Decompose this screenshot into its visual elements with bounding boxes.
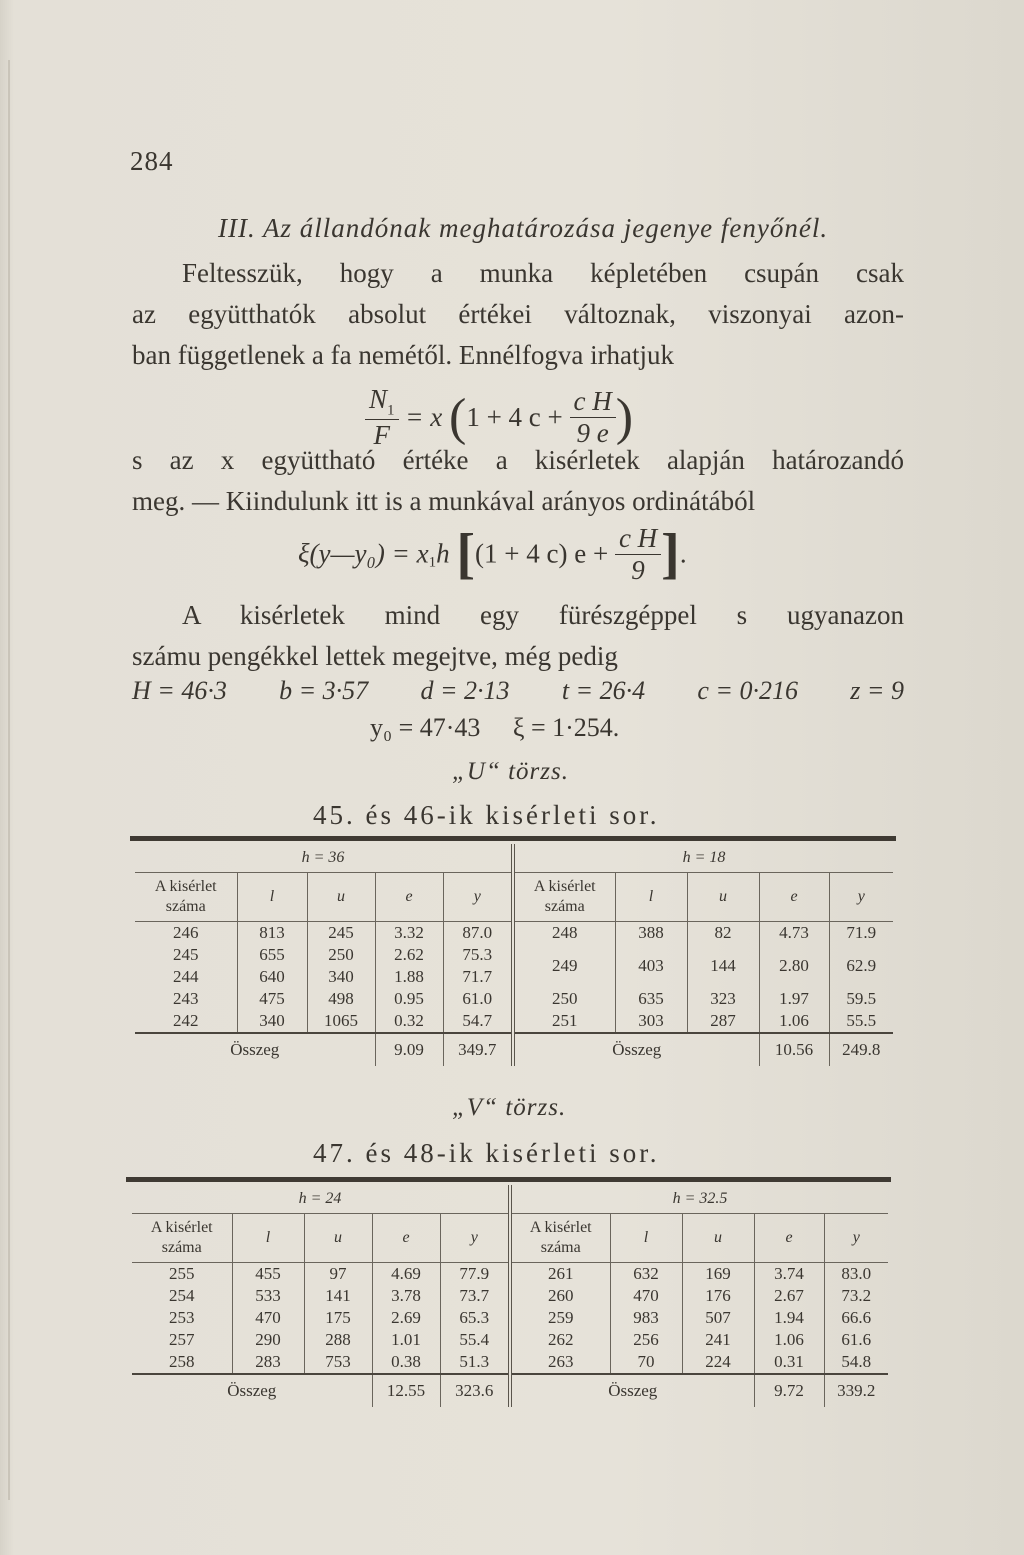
sum-y: 349.7 xyxy=(443,1033,513,1066)
table-cell: 250 xyxy=(513,988,615,1010)
table-cell: 61.6 xyxy=(841,1330,872,1349)
table-cell: 244 xyxy=(135,966,237,988)
table-cell: 144 xyxy=(687,944,759,988)
column-header: l xyxy=(610,1214,682,1263)
table-cell: 4.73 xyxy=(759,922,829,945)
table-cell: 640 xyxy=(237,966,307,988)
table-cell: 87.0 xyxy=(443,922,513,945)
table-cell: 242 xyxy=(135,1010,237,1033)
table-cell: 54.7 xyxy=(443,1010,513,1033)
column-header: u xyxy=(307,873,375,922)
group-header-left: h = 24 xyxy=(132,1185,510,1214)
formula-2: ξ(y—y₀) = $x_1h$ [(1 + 4 c) e + $\frac{\text{c H}}{9}$ ]. xyxy=(298,522,687,585)
column-header: e xyxy=(372,1214,440,1263)
table-cell: 256 xyxy=(610,1329,682,1351)
table-cell: 254 xyxy=(132,1285,232,1307)
table-cell: 0.38 xyxy=(372,1351,440,1374)
table-cell: 77.9 xyxy=(440,1263,510,1286)
param-c: c = 0·216 xyxy=(697,676,798,705)
table-cell: 3.78 xyxy=(372,1285,440,1307)
table-cell: 97 xyxy=(304,1263,372,1286)
table-cell: 54.8 xyxy=(841,1352,872,1371)
table-cell: 0.32 xyxy=(375,1010,443,1033)
table-cell: 288 xyxy=(304,1329,372,1351)
column-header: l xyxy=(237,873,307,922)
paragraph-line: számu pengékkel lettek megejtve, még pedig xyxy=(132,641,618,671)
column-header: y xyxy=(824,1214,888,1263)
table-cell: 175 xyxy=(304,1307,372,1329)
column-header: y xyxy=(440,1214,510,1263)
table-cell: 1.97 xyxy=(759,988,829,1010)
column-header: u xyxy=(304,1214,372,1263)
paragraph-line: meg. — Kiindulunk itt is a munkával arányos ordinátából xyxy=(132,486,756,516)
paragraph-line: s az x együttható értéke a kisérletek alapján határozandó xyxy=(132,445,904,475)
table-cell: 253 xyxy=(132,1307,232,1329)
table-cell: 1.88 xyxy=(375,966,443,988)
formula-2-inner: (1 + 4 c) e + xyxy=(475,538,609,569)
parameter-line-2 xyxy=(370,713,645,743)
table-cell: 753 xyxy=(304,1351,372,1374)
table-cell: 71.9 xyxy=(846,923,877,942)
series-title: 47. és 48-ik kisérleti sor. xyxy=(313,1138,660,1168)
sum-e: 9.72 xyxy=(754,1374,824,1407)
table-top-rule xyxy=(130,836,896,841)
table-row xyxy=(135,988,893,1010)
table-cell: 1.06 xyxy=(754,1329,824,1351)
table-cell: 403 xyxy=(615,944,687,988)
table-cell: 55.5 xyxy=(846,1011,877,1030)
formula-lhs-fraction: $\frac{N_1}{F}$ xyxy=(365,384,399,451)
table-row xyxy=(135,922,893,945)
column-header: A kisérlet száma xyxy=(510,1214,610,1263)
section-title: III. Az állandónak meghatározása jegenye fenyőnél. xyxy=(218,213,829,243)
column-header: A kisérlet száma xyxy=(132,1214,232,1263)
param-y0: y₀ = 47·43 xyxy=(370,713,481,742)
table-cell: 245 xyxy=(135,944,237,966)
table-cell: 73.7 xyxy=(440,1285,510,1307)
sum-y: 249.8 xyxy=(829,1033,893,1066)
param-b: b = 3·57 xyxy=(279,676,369,705)
sum-e: 10.56 xyxy=(759,1033,829,1066)
sum-label: Összeg xyxy=(135,1033,375,1066)
table-cell: 0.31 xyxy=(754,1351,824,1374)
table-cell: 243 xyxy=(135,988,237,1010)
sum-label: Összeg xyxy=(513,1033,759,1066)
table-cell: 1.06 xyxy=(759,1010,829,1033)
table-cell: 176 xyxy=(682,1285,754,1307)
param-t: t = 26·4 xyxy=(561,676,646,705)
table-cell: 632 xyxy=(610,1263,682,1286)
param-xi: ξ = 1·254. xyxy=(512,713,620,742)
group-header-right: h = 32.5 xyxy=(510,1185,888,1214)
table-cell: 2.67 xyxy=(754,1285,824,1307)
paragraph-3 xyxy=(132,595,904,677)
sum-e: 9.09 xyxy=(375,1033,443,1066)
table-cell: 303 xyxy=(615,1010,687,1033)
table-cell: 475 xyxy=(237,988,307,1010)
table-row xyxy=(132,1263,888,1286)
paragraph-line: Feltesszük, hogy a munka képletében csupán csak xyxy=(182,258,904,288)
column-header: A kisérlet száma xyxy=(513,873,615,922)
table-cell: 255 xyxy=(132,1263,232,1286)
table-cell: 533 xyxy=(232,1285,304,1307)
table-cell: 1.01 xyxy=(372,1329,440,1351)
column-header: l xyxy=(232,1214,304,1263)
sum-y: 323.6 xyxy=(440,1374,510,1407)
table-row xyxy=(135,1010,893,1033)
page-number: 284 xyxy=(130,146,174,176)
group-header-right: h = 18 xyxy=(513,844,893,873)
parameter-line xyxy=(132,676,904,706)
strain-label: „V“ törzs. xyxy=(452,1094,567,1121)
sum-label: Összeg xyxy=(510,1374,754,1407)
formula-2-fraction: $\frac{\text{c H}}{9}$ xyxy=(615,523,661,586)
table-cell: 813 xyxy=(237,922,307,945)
column-header: l xyxy=(615,873,687,922)
column-header: u xyxy=(682,1214,754,1263)
table-cell: 83.0 xyxy=(841,1264,872,1283)
table-cell: 3.32 xyxy=(375,922,443,945)
paragraph-1 xyxy=(132,253,904,376)
column-header: e xyxy=(754,1214,824,1263)
table-cell: 71.7 xyxy=(443,966,513,988)
column-header: y xyxy=(829,873,893,922)
table-cell: 66.6 xyxy=(841,1308,872,1327)
table-cell: 250 xyxy=(307,944,375,966)
paragraph-line: az együtthatók absolut értékei változnak, viszonyai azon- xyxy=(132,299,904,329)
table-cell: 388 xyxy=(615,922,687,945)
table-cell: 635 xyxy=(615,988,687,1010)
column-header: y xyxy=(443,873,513,922)
table-cell: 261 xyxy=(510,1263,610,1286)
sum-row xyxy=(132,1374,888,1407)
data-table-2 xyxy=(132,1185,888,1407)
param-H: H = 46·3 xyxy=(132,676,227,705)
table-cell: 259 xyxy=(510,1307,610,1329)
formula-inner-fraction: $\frac{\text{c H}}{9 e}$ xyxy=(570,386,616,449)
table-cell: 287 xyxy=(687,1010,759,1033)
table-cell: 262 xyxy=(510,1329,610,1351)
table-cell: 340 xyxy=(237,1010,307,1033)
table-cell: 507 xyxy=(682,1307,754,1329)
column-header: u xyxy=(687,873,759,922)
formula-inner: 1 + 4 c + xyxy=(466,402,563,433)
table-row xyxy=(132,1307,888,1329)
table-cell: 655 xyxy=(237,944,307,966)
table-cell: 455 xyxy=(232,1263,304,1286)
table-cell: 257 xyxy=(132,1329,232,1351)
table-cell: 251 xyxy=(513,1010,615,1033)
column-header: e xyxy=(759,873,829,922)
param-d: d = 2·13 xyxy=(420,676,510,705)
table-row xyxy=(132,1351,888,1374)
table-cell: 51.3 xyxy=(440,1351,510,1374)
group-header-left: h = 36 xyxy=(135,844,513,873)
page-edge-shadow xyxy=(8,60,10,1500)
table-cell: 248 xyxy=(513,922,615,945)
param-z: z = 9 xyxy=(850,676,904,705)
table-cell: 1.94 xyxy=(754,1307,824,1329)
table-cell: 2.80 xyxy=(759,944,829,988)
table-cell: 290 xyxy=(232,1329,304,1351)
table-cell: 4.69 xyxy=(372,1263,440,1286)
table-cell: 258 xyxy=(132,1351,232,1374)
table-cell: 224 xyxy=(682,1351,754,1374)
table-cell: 983 xyxy=(610,1307,682,1329)
paragraph-line: ban függetlenek a fa nemétől. Ennélfogva irhatjuk xyxy=(132,340,675,370)
table-cell: 2.62 xyxy=(375,944,443,966)
table-row xyxy=(132,1329,888,1351)
table-cell: 61.0 xyxy=(443,988,513,1010)
table-cell: 59.5 xyxy=(846,989,877,1008)
sum-e: 12.55 xyxy=(372,1374,440,1407)
table-cell: 1065 xyxy=(307,1010,375,1033)
table-cell: 470 xyxy=(610,1285,682,1307)
table-cell: 2.69 xyxy=(372,1307,440,1329)
table-cell: 323 xyxy=(687,988,759,1010)
table-cell: 0.95 xyxy=(375,988,443,1010)
table-cell: 82 xyxy=(687,922,759,945)
table-cell: 3.74 xyxy=(754,1263,824,1286)
series-title: 45. és 46-ik kisérleti sor. xyxy=(313,800,660,830)
table-cell: 283 xyxy=(232,1351,304,1374)
column-header: A kisérlet száma xyxy=(135,873,237,922)
table-cell: 260 xyxy=(510,1285,610,1307)
table-cell: 169 xyxy=(682,1263,754,1286)
table-cell: 65.3 xyxy=(440,1307,510,1329)
paragraph-2 xyxy=(132,440,904,522)
table-cell: 70 xyxy=(610,1351,682,1374)
table-cell: 141 xyxy=(304,1285,372,1307)
table-cell: 62.9 xyxy=(846,956,877,975)
formula-1: $\frac{N_1}{F}$ = x (1 + 4 c + $\frac{\text{c H}}{9 e}$ ) xyxy=(365,384,633,451)
table-cell: 73.2 xyxy=(841,1286,872,1305)
table-cell: 470 xyxy=(232,1307,304,1329)
table-cell: 245 xyxy=(307,922,375,945)
table-row xyxy=(135,944,893,966)
table-row xyxy=(132,1285,888,1307)
sum-label: Összeg xyxy=(132,1374,372,1407)
table-cell: 241 xyxy=(682,1329,754,1351)
data-table-1 xyxy=(135,844,893,1066)
table-cell: 263 xyxy=(510,1351,610,1374)
paragraph-line: A kisérletek mind egy fürészgéppel s ugyanazon xyxy=(182,600,904,630)
table-top-rule xyxy=(126,1177,891,1182)
sum-row xyxy=(135,1033,893,1066)
table-cell: 246 xyxy=(135,922,237,945)
table-cell: 75.3 xyxy=(443,944,513,966)
column-header: e xyxy=(375,873,443,922)
strain-label: „U“ törzs. xyxy=(452,758,569,785)
formula-equals: = x xyxy=(405,402,443,433)
sum-y: 339.2 xyxy=(824,1374,888,1407)
table-cell: 498 xyxy=(307,988,375,1010)
table-cell: 55.4 xyxy=(440,1329,510,1351)
table-cell: 249 xyxy=(513,944,615,988)
table-cell: 340 xyxy=(307,966,375,988)
